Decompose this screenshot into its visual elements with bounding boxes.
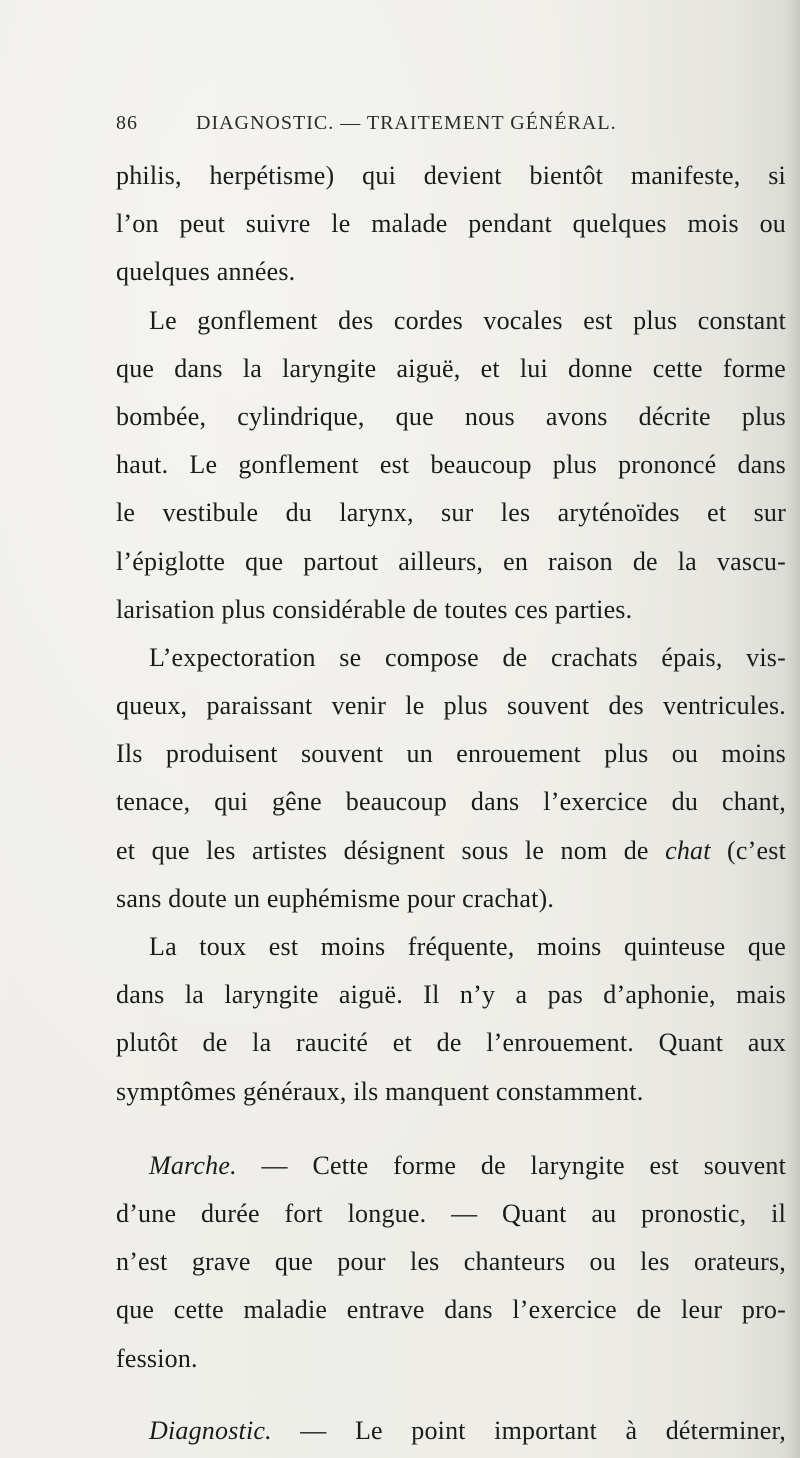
italic-term: chat <box>665 835 711 865</box>
section-gap <box>116 1383 786 1407</box>
paragraph-1 <box>116 152 786 297</box>
text-line: sans doute un euphémisme pour crachat). <box>116 883 555 913</box>
page-edge-shadow <box>786 0 800 1458</box>
text-span: — Le point important à déterminer, <box>271 1415 786 1445</box>
section-heading: Marche. <box>149 1150 237 1180</box>
page-number: 86 <box>116 112 138 134</box>
text-span: — Cette forme de laryngite est souvent <box>236 1150 786 1180</box>
text-line <box>116 827 786 875</box>
section-gap <box>116 1116 786 1142</box>
text-line: que dans la laryngite aiguë, et lui donne cette forme <box>116 353 786 383</box>
text-span: et que les artistes désignent sous le nom de <box>116 835 666 865</box>
body-text <box>116 152 786 1455</box>
text-span: (c’est <box>710 835 786 865</box>
text-line: plutôt de la raucité et de l’enrouement. Quant aux <box>116 1028 786 1058</box>
text-line: larisation plus considérable de toutes ces parties. <box>116 594 633 624</box>
text-line: d’une durée fort longue. — Quant au pronostic, il <box>116 1198 786 1228</box>
text-line: le vestibule du larynx, sur les aryténoïdes et sur <box>116 498 786 528</box>
text-line: queux, paraissant venir le plus souvent des ventricules. <box>116 691 786 721</box>
text-line <box>116 1407 786 1455</box>
text-line: dans la laryngite aiguë. Il n’y a pas d’aphonie, mais <box>116 980 786 1010</box>
text-line: La toux est moins fréquente, moins quinteuse que <box>149 932 786 961</box>
running-title: DIAGNOSTIC. — TRAITEMENT GÉNÉRAL. <box>196 112 617 134</box>
paragraph-marche <box>116 1142 786 1383</box>
section-heading: Diagnostic. <box>149 1415 272 1445</box>
text-line: l’on peut suivre le malade pendant quelques mois ou <box>116 209 786 239</box>
paragraph-3 <box>116 634 786 923</box>
text-line: Ils produisent souvent un enrouement plus ou moins <box>116 739 786 769</box>
text-line <box>116 1142 786 1190</box>
text-line: bombée, cylindrique, que nous avons décrite plus <box>116 401 786 431</box>
text-line: haut. Le gonflement est beaucoup plus prononcé dans <box>116 450 786 480</box>
text-line: philis, herpétisme) qui devient bientôt manifeste, si <box>116 161 786 190</box>
text-line: symptômes généraux, ils manquent constamment. <box>116 1076 644 1106</box>
text-line: n’est grave que pour les chanteurs ou les orateurs, <box>116 1247 786 1277</box>
text-line: tenace, qui gêne beaucoup dans l’exercice du chant, <box>116 787 786 817</box>
paragraph-2 <box>116 297 786 634</box>
text-line: Le gonflement des cordes vocales est plus constant <box>149 305 786 335</box>
running-head <box>116 112 786 142</box>
text-line: quelques années. <box>116 257 296 287</box>
text-line: l’épiglotte que partout ailleurs, en raison de la vascu- <box>116 546 786 576</box>
paragraph-diagnostic <box>116 1407 786 1455</box>
text-line: fession. <box>116 1343 198 1373</box>
text-line: que cette maladie entrave dans l’exercice de leur pro- <box>116 1295 786 1325</box>
paragraph-4 <box>116 923 786 1116</box>
text-line: L’expectoration se compose de crachats épais, vis- <box>149 642 786 672</box>
